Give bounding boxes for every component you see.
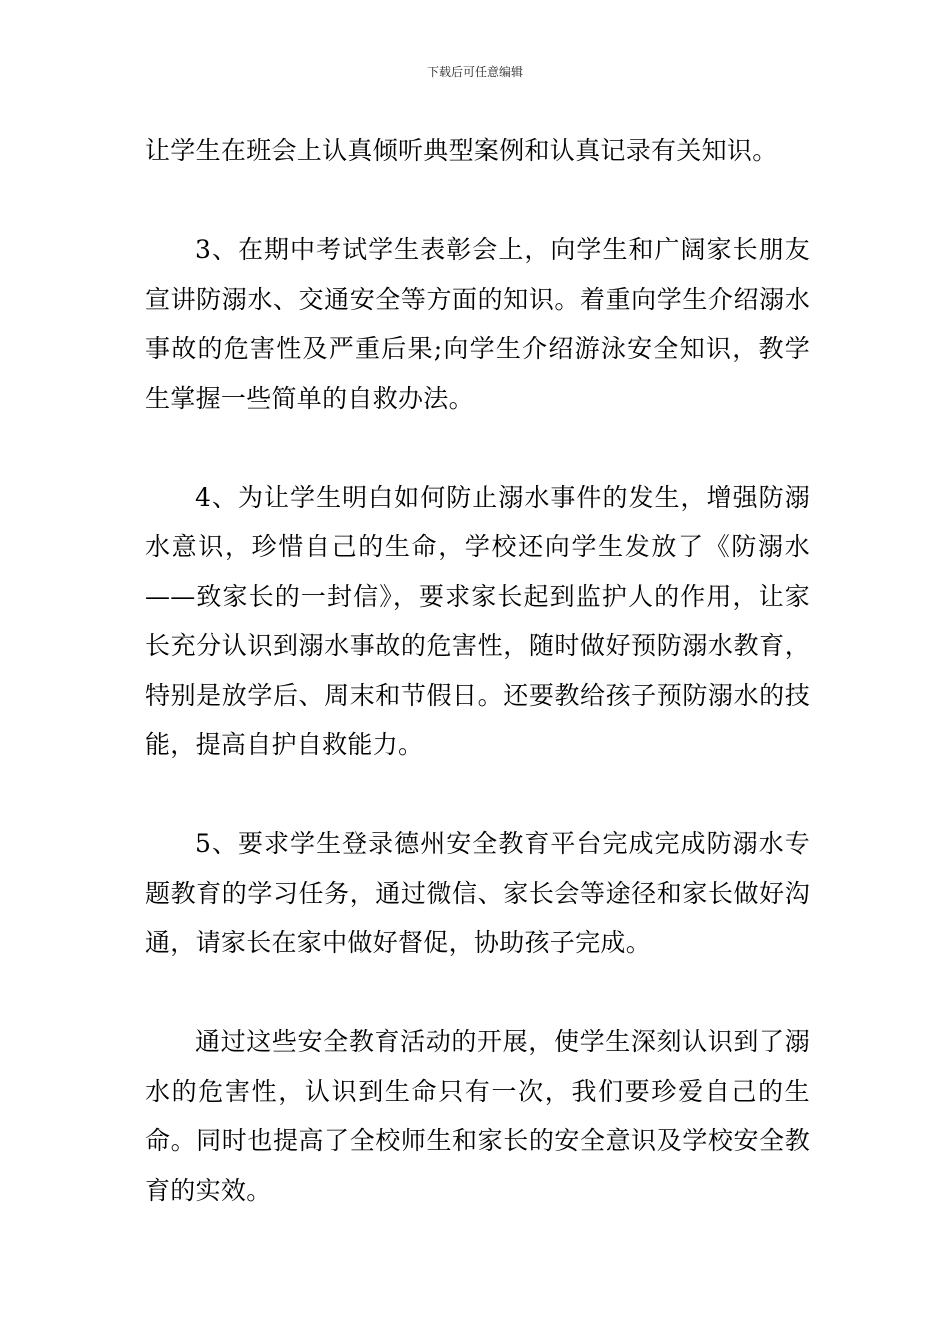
paragraph-item-3: 3、在期中考试学生表彰会上，向学生和广阔家长朋友宣讲防溺水、交通安全等方面的知识。着重向学生介绍溺水事故的危害性及严重后果;向学生介绍游泳安全知识，教学生掌握一些简单的自救办法。 — [145, 235, 810, 413]
document-body — [145, 126, 810, 1215]
paragraph-conclusion: 通过这些安全教育活动的开展，使学生深刻认识到了溺水的危害性，认识到生命只有一次，我们要珍爱自己的生命。同时也提高了全校师生和家长的安全意识及学校安全教育的实效。 — [145, 1027, 810, 1205]
paragraph-item-5: 5、要求学生登录德州安全教育平台完成完成防溺水专题教育的学习任务，通过微信、家长会等途径和家长做好沟通，请家长在家中做好督促，协助孩子完成。 — [145, 829, 810, 957]
page-header: 下载后可任意编辑 — [426, 65, 523, 79]
paragraph-item-4: 4、为让学生明白如何防止溺水事件的发生，增强防溺水意识，珍惜自己的生命，学校还向学生发放了《防溺水——致家长的一封信》，要求家长起到监护人的作用，让家长充分认识到溺水事故的危害性，随时做好预防溺水教育，特别是放学后、周末和节假日。还要教给孩子预防溺水的技能，提高自护自救能力。 — [145, 482, 810, 759]
paragraph-continuation: 让学生在班会上认真倾听典型案例和认真记录有关知识。 — [145, 136, 778, 165]
